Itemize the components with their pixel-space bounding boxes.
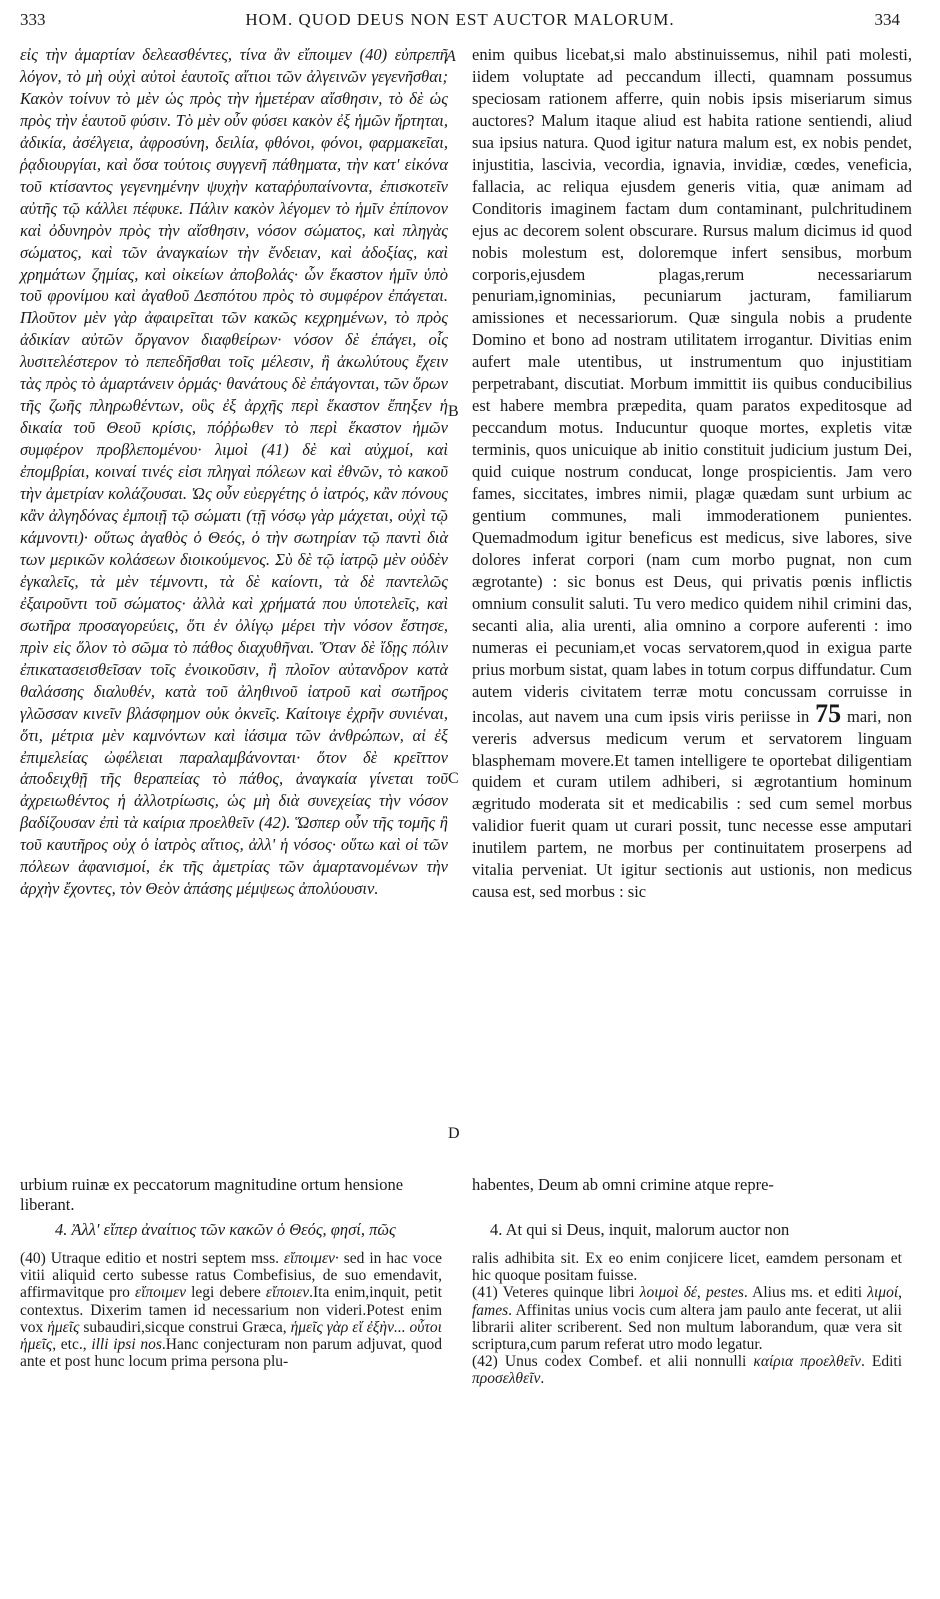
fn-greek: λοιμοὶ δέ — [639, 1284, 697, 1302]
running-header — [20, 10, 900, 36]
fn-text: .Ita enim,inquit, petit contextus. Dixerim tamen id necessarium non videri.Potest enim vox — [20, 1284, 443, 1336]
fn-greek: ἡμεῖς — [47, 1318, 80, 1336]
footnotes-right — [472, 1250, 902, 1388]
running-title: HOM. QUOD DEUS NON EST AUCTOR MALORUM. — [245, 10, 675, 29]
fn-text: , etc., — [52, 1336, 92, 1354]
fn-greek: εἴποιμεν — [134, 1284, 186, 1302]
fn-italic: fames — [472, 1301, 509, 1319]
greek-text-column — [20, 44, 448, 900]
latin-paragraph — [472, 44, 912, 903]
continuation-greek-side: urbium ruinæ ex peccatorum magnitudine ortum hensione liberant. — [20, 1175, 404, 1214]
fn-italic: pestes — [706, 1284, 744, 1302]
fn-text: , — [898, 1284, 903, 1302]
footnotes-left — [20, 1250, 442, 1370]
continuation-latin-side: habentes, Deum ab omni crimine atque repre- — [472, 1175, 774, 1194]
fn-greek: εἴποιεν — [265, 1284, 310, 1302]
fn-text: legi debere — [185, 1284, 266, 1302]
latin-text-part-1: enim quibus licebat,si malo abstinuissemus, nihil pati molesti, iidem voluptate ad peccandum illecti, quamnam possumus speciosam rationem afferre, quin nobis ipsis miseriarum simus auctores? Malum itaque aliud est habita ratione sentiendi, aliud sua ipsius natura. Quod igitur natura malum est, ex nobis pendet, injustitia, lascivia, vecordia, ignavia, invidiæ, cœdes, veneficia, fallacia, ac reliqua ejusdem generis vitia, quæ animam ad Conditoris imaginem factam dum contaminant, pulchritudinem ejus ac decorem solent obscurare. Rursus malum dicimus id quod nobis molestum est, doloremque infert sensibus, morbum corporis,ejusdem plagas,rerum necessariarum penuriam,ignominias, pecuniarum jacturam, familiarum amissiones et necessariorum. Quæ singula nobis a prudente Domino et bono ad nostram utilitatem irrogantur. Divitias enim aufert male utentibus, ut instrumentum quo injustitiam perpetrabant, discutiat. Morbum immittit iis quibus conducibilius est habere membra præpedita, quam paratos expeditosque ad peccandum motus. Inducuntur quoque mortes, expletis vitæ terminis, quos unicuique ab initio constituit judicium justum Dei, quid cuique nostrum conducat, longe prospicientis. Jam vero fames, siccitates, imbres nimii, plagæ quædam sunt urbium ac gentium communes, mali immoderationem punientes. Quemadmodum igitur beneficus est medicus, sive labores, sive dolores inferat corpori (nam cum morbo pugnat, non cum ægrotante) : sic bonus est Deus, qui privatis pœnis inflictis omnium consulit saluti. Tu vero medico quidem nihil crimini das, secanti alia, alia urenti, alia omnino a corpore auferenti : imo numeras ei pecuniam,et vocas servatorem,quod in exigua parte prius morbum sistat, quam labes in totum corpus diffundatur. Cum autem videris civitatem terræ motu concussam corruisse in incolas, aut navem una cum ipsis viris periisse in — [472, 45, 912, 726]
latin-text-column — [472, 44, 912, 903]
fn-text: . Alius ms. et editi — [743, 1284, 868, 1302]
page-number-right: 334 — [874, 10, 900, 29]
fn-greek: καίρια προελθεῖν — [753, 1353, 861, 1371]
latin-text-part-2: mari, non vereris adversus medicum verum et servatorem linguam blasphemam movere.Et tamen intelligere te oportebat diligentiam quidem et curam utilem adhiberi, si ægrotantium hominum ægritudo moderata sit et medicabilis : sed cum semel morbus validior fuerit quam ut curari possit, tunc necesse esse amputari inutilem partem, ne morbus per continuitatem proserpens ad vitalia perveniat. Ut igitur sectionis aut ustionis, non medicus causa est, sed morbus : sic — [472, 706, 912, 902]
footnote-42 — [472, 1353, 902, 1387]
fn-text: .Hanc conjecturam non parum adjuvat, quod ante et post hunc locum prima persona plu- — [20, 1336, 442, 1371]
fn-text: subaudiri,sicque construi Græca, — [79, 1318, 291, 1336]
margin-letter-d: D — [448, 1125, 460, 1142]
fn-text: , — [696, 1284, 707, 1302]
footnote-41 — [472, 1284, 902, 1353]
margin-letter-b: B — [448, 403, 459, 420]
section-4-greek: 4. Ἀλλ' εἴπερ ἀναίτιος τῶν κακῶν ὁ Θεός, φησί, πῶς — [55, 1220, 396, 1239]
fn-text: (41) Veteres quinque libri — [472, 1284, 640, 1302]
fn-greek: εἴποιμεν· — [283, 1250, 339, 1267]
fn-text: . Affinitas unius vocis cum altera jam paulo ante fecerat, ut alii librarii aliter scriberent. Sed non multum laborandum, quæ vera sit scriptura,cum parum referat utro modo legatur. — [472, 1301, 902, 1354]
margin-letter-c: C — [448, 770, 459, 787]
fn-text: (40) Utraque editio et nostri septem mss. — [20, 1250, 284, 1267]
column-number: 75 — [815, 698, 842, 728]
fn-italic: illi ipsi nos — [91, 1336, 162, 1354]
section-4-latin: 4. At qui si Deus, inquit, malorum auctor non — [490, 1220, 790, 1239]
fn-text: sed in hac voce vitii aliquid certo subesse ratus Combefisius, de suo emendavit, affirmavitque pro — [20, 1250, 442, 1302]
margin-letter-a: A — [446, 48, 456, 65]
fn-text: . — [540, 1370, 545, 1388]
fn-greek: λιμοί — [867, 1284, 899, 1302]
fn-greek: ἡμεῖς γὰρ εἴ ἐξὴν... οὗτοι ἡμεῖς — [20, 1318, 442, 1354]
page-number-left: 333 — [20, 10, 46, 29]
fn-text: (42) Unus codex Combef. et alii nonnulli — [472, 1353, 754, 1371]
greek-paragraph: εἰς τὴν ἁμαρτίαν δελεασθέντες, τίνα ἂν εἴποιμεν (40) εὐπρεπῆ λόγον, τὸ μὴ οὐχὶ αὐτοὶ ἑαυτοῖς αἴτιοι τῶν ἀλγεινῶν γεγενῆσθαι; Κακὸν τοίνυν τὸ μὲν ὡς πρὸς τὴν ἡμετέραν αἴσθησιν, τὸ δὲ ὡς πρὸς τὴν ἑαυτοῦ φύσιν. Τὸ μὲν οὖν φύσει κακὸν ἐξ ἡμῶν ἤρτηται, ἀδικία, ἀσέλγεια, ἀφροσύνη, δειλία, φθόνοι, φόνοι, φαρμακεῖαι, ῥᾳδιουργίαι, καὶ ὅσα τούτοις συγγενῆ πάθηματα, τὴν κατ' εἰκόνα τοῦ κτίσαντος γεγενημένην ψυχὴν καταῤῥυπαίνοντα, ἐπισκοτεῖν αὐτῆς τῷ κάλλει πέφυκε. Πάλιν κακὸν λέγομεν τὸ ἡμῖν ἐπίπονον καὶ ὀδυνηρὸν πρὸς τὴν αἴσθησιν, νόσον σώματος, καὶ πληγὰς σώματος, καὶ τῶν ἀναγκαίων τὴν ἔνδειαν, καὶ ἀδοξίας, καὶ χρημάτων ζημίας, καὶ οἰκείων ἀποβολάς· ὧν ἕκαστον ἡμῖν ὑπὸ τοῦ φρονίμου καὶ ἀγαθοῦ Δεσπότου πρὸς τὸ συμφέρον ἐπάγεται. Πλοῦτον μὲν γὰρ ἀφαιρεῖται τῶν κακῶς κεχρημένων, τὸ πρὸς ἀδικίαν αὐτῶν ὄργανον διαφθείρων· νόσον δὲ ἐπάγει, οἷς λυσιτελέστερον τὸ πεπεδῆσθαι τοῖς μέλεσιν, ἢ ἀκωλύτους ἔχειν τὰς πρὸς τὸ ἁμαρτάνειν ὁρμάς· θανάτους δὲ ἐπάγονται, τῶν ὅρων τῆς ζωῆς πληρωθέντων, οὓς ἐξ ἀρχῆς περὶ ἕκαστον ἔπηξεν ἡ δικαία τοῦ Θεοῦ κρίσις, πόῤῥωθεν τὸ περὶ ἕκαστον ἡμῶν συμφέρον προβλεπομένου· λιμοὶ (41) δὲ καὶ αὐχμοί, καὶ ἐπομβρίαι, κοιναί τινές εἰσι πληγαὶ πόλεων καὶ ἐθνῶν, τὸ κακοῦ τὴν ἀμετρίαν κολάζουσαι. Ὡς οὖν εὐεργέτης ὁ ἰατρός, κἂν πόνους κἂν ἀλγηδόνας ἐμποιῇ τῷ σώματι (τῇ νόσῳ γὰρ μάχεται, οὐχὶ τῷ κάμνοντι)· οὕτως ἀγαθὸς ὁ Θεός, ὁ τὴν σωτηρίαν τῷ παντὶ διὰ των μερικῶν κολάσεων διοικούμενος. Σὺ δὲ τῷ ἰατρῷ μὲν οὐδὲν ἐγκαλεῖς, τὰ μὲν τέμνοντι, τὰ δὲ καίοντι, τὰ δὲ παντελῶς ἐξαιροῦντι τοῦ σώματος· ἀλλὰ καὶ χρήματά που ὑποτελεῖς, καὶ σωτῆρα προσαγορεύεις, ὅτι ἐν ὀλίγῳ μέρει τὴν νόσον ἔστησε, πρὶν εἰς ὅλον τὸ σῶμα τὸ πάθος διαχυθῆναι. Ὅταν δὲ ἴδῃς πόλιν ἐπικατασεισθεῖσαν τοῖς ἐνοικοῦσιν, ἢ πλοῖον αὐτανδρον κατὰ θαλάσσης διαλυθέν, κατὰ τοῦ ἀληθινοῦ ἰατροῦ καὶ σωτῆρος γλῶσσαν κινεῖν βλάσφημον οὐκ ὀκνεῖς. Καίτοιγε ἐχρῆν συνιέναι, ὅτι, μέτρια μὲν καμνόντων καὶ ἰάσιμα τῶν ἀνθρώπων, αἱ ἐξ ἐπιμελείας ὠφέλειαι παραλαμβάνονται· ὅτον δὲ κρεῖττον ἀποδειχθῇ τῆς θεραπείας τὸ πάθος, ἀναγκαία γίνεται τοῦ ἀχρειωθέντος ἡ ἀλλοτρίωσις, ὡς μὴ διὰ συνεχείας τὴν νόσον βαδίζουσαν ἐπὶ τὰ καίρια προελθεῖν (42). Ὥσπερ οὖν τῆς τομῆς ἢ τοῦ καυτῆρος οὐχ ὁ ἰατρὸς αἴτιος, ἀλλ' ἡ νόσος· οὕτω καὶ οἱ τῶν πόλεων ἀφανισμοί, ἐκ τῆς ἀμετρίας τῶν ἁμαρτανομένων τὴν ἀρχὴν ἔχοντες, τὸν Θεὸν ἁπάσης μέμψεως ἀπολύουσιν. — [20, 45, 448, 899]
footnote-40 — [20, 1250, 442, 1370]
fn-text: . Editi — [860, 1353, 903, 1371]
footnote-40-continued: ralis adhibita sit. Ex eo enim conjicere licet, eamdem personam et hic quoque positam fuisse. — [472, 1250, 902, 1285]
fn-greek: προσελθεῖν — [472, 1370, 541, 1388]
